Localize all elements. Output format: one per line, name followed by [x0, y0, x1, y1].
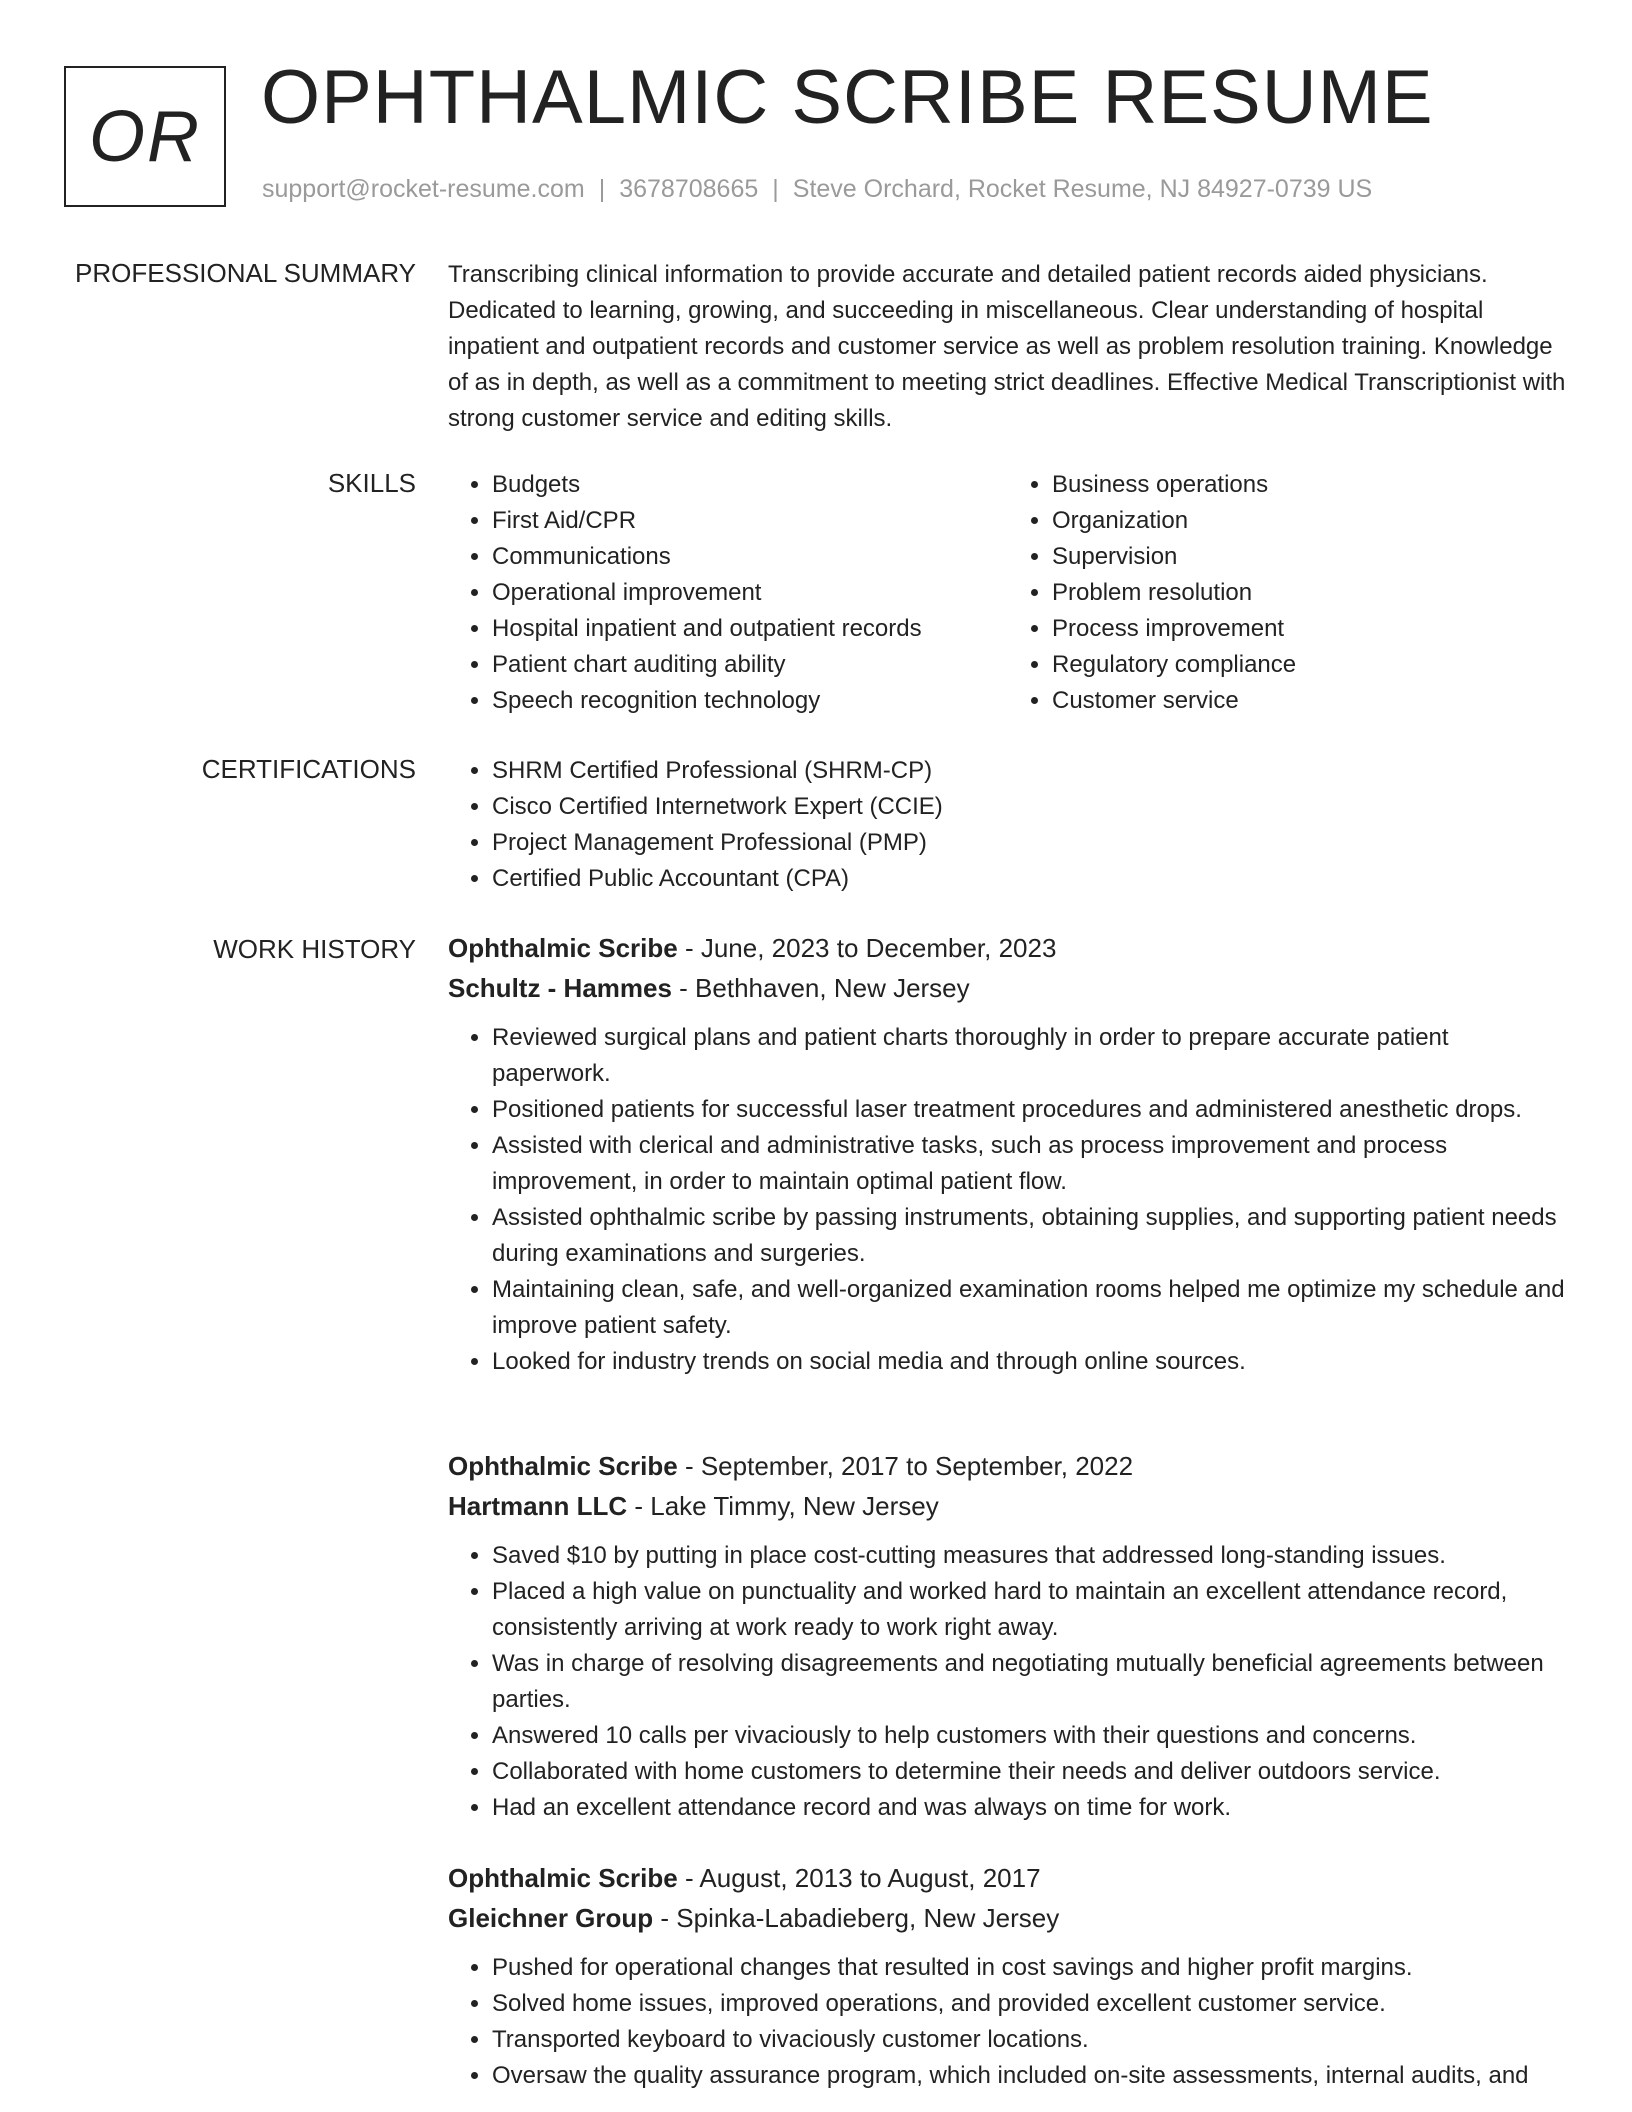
summary-text: Transcribing clinical information to provide accurate and detailed patient records aided physicians. Dedicated to learning, growing, and succeeding in miscellaneous. Clear understanding of hospital inpatient and outpatient records and customer service as well as problem resolution training. Knowledge of as in depth, as well as a commitment to meeting strict deadlines. Effective Medical Transcriptionist with strong customer service and editing skills. [448, 261, 1566, 432]
job-bullet-item: • Answered 10 calls per vivaciously to help customers with their questions and concerns. [492, 1718, 1568, 1754]
skill-item: • Problem resolution [1052, 575, 1568, 611]
job-bullet-item: • Was in charge of resolving disagreements and negotiating mutually beneficial agreements between parties. [492, 1646, 1568, 1718]
section-label-skills: SKILLS [327, 468, 416, 498]
skill-item: • Organization [1052, 503, 1568, 539]
skills-grid [448, 467, 1568, 719]
skill-item: • Patient chart auditing ability [492, 647, 1008, 683]
contact-phone[interactable]: 3678708665 [619, 175, 759, 203]
skill-item: • Operational improvement [492, 575, 1008, 611]
certification-item: • SHRM Certified Professional (SHRM-CP) [492, 753, 1568, 789]
job-title: Ophthalmic Scribe [448, 933, 678, 963]
job-title-line [448, 1858, 1568, 1898]
skill-item: • First Aid/CPR [492, 503, 1008, 539]
job-bullet-item: • Had an excellent attendance record and was always on time for work. [492, 1790, 1568, 1826]
job-title-line [448, 928, 1568, 968]
job-entry [448, 928, 1568, 1380]
skills-section [448, 467, 1568, 719]
job-bullet-item: • Placed a high value on punctuality and worked hard to maintain an excellent attendance record, consistently arriving at work ready to work right away. [492, 1574, 1568, 1646]
job-bullets [448, 1020, 1568, 1380]
job-title: Ophthalmic Scribe [448, 1863, 678, 1893]
skills-list-left [448, 467, 1008, 719]
job-company-line [448, 968, 1568, 1008]
job-bullets [448, 1950, 1568, 2094]
skill-item: • Communications [492, 539, 1008, 575]
section-label-certifications: CERTIFICATIONS [201, 754, 416, 784]
skill-item: • Speech recognition technology [492, 683, 1008, 719]
job-company-line [448, 1898, 1568, 1938]
job-location: - Lake Timmy, New Jersey [627, 1491, 939, 1521]
certifications-section [448, 753, 1568, 897]
job-bullet-item: • Oversaw the quality assurance program, which included on-site assessments, internal audits, and [492, 2058, 1568, 2094]
summary-section [448, 257, 1568, 437]
job-location: - Bethhaven, New Jersey [671, 973, 970, 1003]
skill-item: • Process improvement [1052, 611, 1568, 647]
certifications-list [448, 753, 1568, 897]
skills-list-right [1008, 467, 1568, 719]
job-dates: - June, 2023 to December, 2023 [677, 933, 1057, 963]
job-company-line [448, 1486, 1568, 1526]
certification-item: • Certified Public Accountant (CPA) [492, 861, 1568, 897]
job-bullet-item: • Pushed for operational changes that resulted in cost savings and higher profit margins. [492, 1950, 1568, 1986]
monogram-logo: OR [64, 66, 226, 207]
contact-separator: | [598, 175, 606, 203]
skill-item: • Regulatory compliance [1052, 647, 1568, 683]
job-bullet-item: • Positioned patients for successful laser treatment procedures and administered anesthetic drops. [492, 1092, 1568, 1128]
job-title-line [448, 1446, 1568, 1486]
job-company: Gleichner Group [448, 1903, 654, 1933]
job-entry [448, 1446, 1568, 1826]
section-label-work-history: WORK HISTORY [213, 934, 416, 964]
skill-item: • Hospital inpatient and outpatient records [492, 611, 1008, 647]
job-bullet-item: • Collaborated with home customers to determine their needs and deliver outdoors service. [492, 1754, 1568, 1790]
job-bullet-item: • Transported keyboard to vivaciously customer locations. [492, 2022, 1568, 2058]
job-bullet-item: • Assisted ophthalmic scribe by passing instruments, obtaining supplies, and supporting patient needs during examinations and surgeries. [492, 1200, 1568, 1272]
contact-separator: | [772, 175, 779, 203]
skill-item: • Budgets [492, 467, 1008, 503]
contact-address: Steve Orchard, Rocket Resume, NJ 84927-0739 US [792, 175, 1373, 203]
contact-email[interactable]: support@rocket-resume.com [262, 175, 585, 203]
skill-item: • Business operations [1052, 467, 1568, 503]
skill-item: • Customer service [1052, 683, 1568, 719]
skill-item: • Supervision [1052, 539, 1568, 575]
job-dates: - August, 2013 to August, 2017 [677, 1863, 1041, 1893]
job-bullets [448, 1538, 1568, 1826]
job-bullet-item: • Saved $10 by putting in place cost-cutting measures that addressed long-standing issues. [492, 1538, 1568, 1574]
section-label-summary: PROFESSIONAL SUMMARY [75, 258, 416, 288]
job-location: - Spinka-Labadieberg, New Jersey [653, 1903, 1060, 1933]
job-bullet-item: • Solved home issues, improved operations, and provided excellent customer service. [492, 1986, 1568, 2022]
job-company: Hartmann LLC [448, 1491, 628, 1521]
job-bullet-item: • Assisted with clerical and administrative tasks, such as process improvement and process improvement, in order to maintain optimal patient flow. [492, 1128, 1568, 1200]
job-entry [448, 1858, 1568, 2094]
job-bullet-item: • Maintaining clean, safe, and well-organized examination rooms helped me optimize my schedule and improve patient safety. [492, 1272, 1568, 1344]
certification-item: • Cisco Certified Internetwork Expert (CCIE) [492, 789, 1568, 825]
job-dates: - September, 2017 to September, 2022 [677, 1451, 1134, 1481]
job-company: Schultz - Hammes [448, 973, 672, 1003]
job-title: Ophthalmic Scribe [448, 1451, 678, 1481]
job-bullet-item: • Looked for industry trends on social media and through online sources. [492, 1344, 1568, 1380]
contact-line [262, 175, 1372, 204]
certification-item: • Project Management Professional (PMP) [492, 825, 1568, 861]
resume-title: OPHTHALMIC SCRIBE RESUME [261, 55, 1434, 140]
job-bullet-item: • Reviewed surgical plans and patient charts thoroughly in order to prepare accurate patient paperwork. [492, 1020, 1568, 1092]
